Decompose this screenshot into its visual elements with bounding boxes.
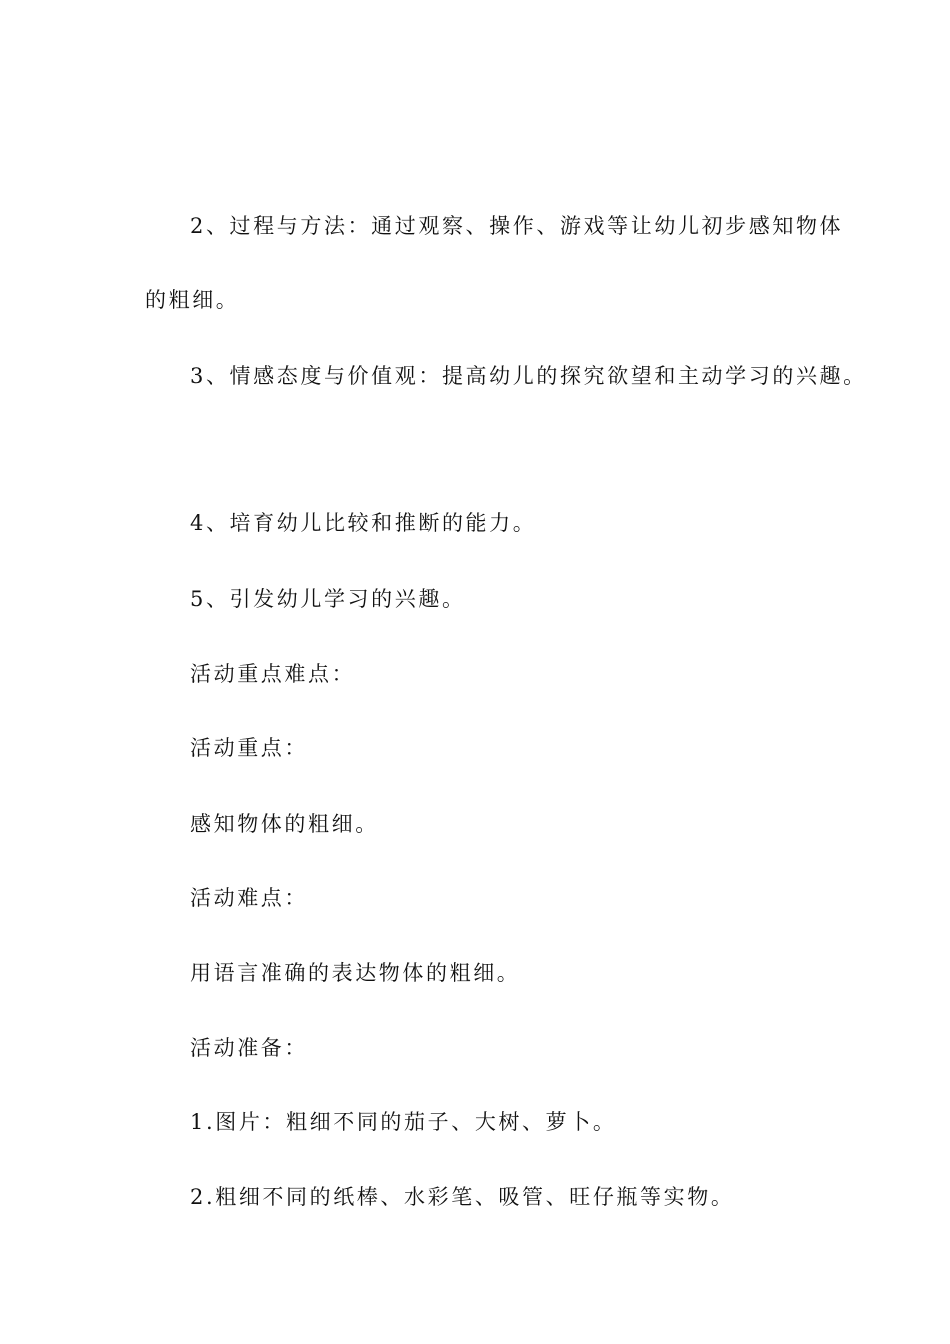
objective-2-line-2: 的粗细。 bbox=[145, 288, 240, 312]
section-heading-key-difficult-points: 活动重点难点： bbox=[190, 662, 356, 686]
key-point-text: 感知物体的粗细。 bbox=[190, 812, 379, 836]
preparation-item-1: 1.图片：粗细不同的茄子、大树、萝卜。 bbox=[190, 1110, 617, 1134]
objective-3: 3、情感态度与价值观：提高幼儿的探究欲望和主动学习的兴趣。 bbox=[190, 364, 867, 388]
objective-4: 4、培育幼儿比较和推断的能力。 bbox=[190, 511, 537, 535]
preparation-item-2: 2.粗细不同的纸棒、水彩笔、吸管、旺仔瓶等实物。 bbox=[190, 1185, 735, 1209]
subheading-key-point: 活动重点： bbox=[190, 736, 308, 760]
objective-5: 5、引发幼儿学习的兴趣。 bbox=[190, 587, 466, 611]
objective-2-line-1: 2、过程与方法：通过观察、操作、游戏等让幼儿初步感知物体 bbox=[190, 214, 844, 238]
difficult-point-text: 用语言准确的表达物体的粗细。 bbox=[190, 961, 521, 985]
section-heading-preparation: 活动准备： bbox=[190, 1036, 308, 1060]
subheading-difficult-point: 活动难点： bbox=[190, 886, 308, 910]
